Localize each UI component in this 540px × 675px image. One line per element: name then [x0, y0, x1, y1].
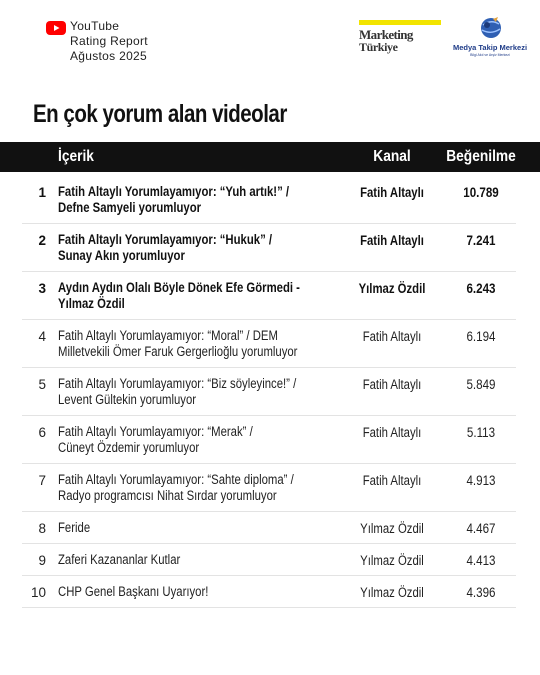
row-likes: 6.194 — [466, 329, 496, 344]
page-title: En çok yorum alan videolar — [33, 100, 287, 128]
row-rank: 10 — [30, 585, 46, 600]
row-video-title: Fatih Altaylı Yorumlayamıyor: “Hukuk” / Sunay Akın yorumluyor — [58, 232, 273, 263]
table-header — [0, 142, 540, 172]
header-likes: Beğenilme — [446, 148, 516, 165]
marketing-turkiye-logo — [359, 20, 443, 54]
row-likes: 5.849 — [466, 377, 496, 392]
table-row — [22, 544, 516, 576]
table-row — [22, 368, 516, 416]
row-channel: Fatih Altaylı — [362, 473, 422, 488]
row-video-title: Fatih Altaylı Yorumlayamıyor: “Sahte diploma” / Radyo programcısı Nihat Sırdar yorumluyor — [58, 472, 294, 503]
marketing-logo-line1: Marketing — [359, 27, 413, 42]
table-row — [22, 176, 516, 224]
row-rank: 5 — [38, 377, 46, 392]
row-video-title: Fatih Altaylı Yorumlayamıyor: “Moral” / DEM Milletvekili Ömer Faruk Gergerlioğlu yorumluyor — [58, 328, 298, 359]
row-video-title: Fatih Altaylı Yorumlayamıyor: “Biz söyleyince!” / Levent Gültekin yorumluyor — [58, 376, 297, 407]
row-rank: 6 — [38, 425, 46, 440]
row-likes: 10.789 — [463, 185, 499, 200]
row-rank: 4 — [38, 329, 46, 344]
row-channel: Fatih Altaylı — [362, 425, 422, 440]
row-likes: 5.113 — [466, 425, 496, 440]
row-channel: Fatih Altaylı — [360, 233, 424, 248]
report-header — [0, 0, 540, 80]
row-rank: 7 — [38, 473, 46, 488]
report-period: Ağustos 2025 — [70, 49, 147, 63]
row-likes: 4.396 — [466, 585, 496, 600]
row-video-title: CHP Genel Başkanı Uyarıyor! — [58, 584, 209, 599]
report-label — [70, 19, 148, 64]
youtube-logo-icon — [46, 21, 66, 35]
row-video-title: Fatih Altaylı Yorumlayamıyor: “Merak” / Cüneyt Özdemir yorumluyor — [58, 424, 253, 455]
medya-takip-logo — [452, 16, 528, 60]
table-row — [22, 576, 516, 608]
row-rank: 2 — [38, 233, 46, 248]
header-channel: Kanal — [373, 148, 411, 165]
row-likes: 6.243 — [466, 281, 496, 296]
row-video-title: Feride — [58, 520, 91, 535]
row-rank: 9 — [38, 553, 46, 568]
report-type: Rating Report — [70, 34, 148, 48]
table-row — [22, 272, 516, 320]
table-row — [22, 416, 516, 464]
header-content: İçerik — [58, 148, 94, 165]
row-likes: 4.467 — [466, 521, 496, 536]
row-likes: 7.241 — [466, 233, 496, 248]
medya-logo-subtitle: Bilgi Akıl ve Arşiv Merkezi — [470, 53, 510, 57]
row-channel: Fatih Altaylı — [360, 185, 424, 200]
row-channel: Yılmaz Özdil — [360, 553, 424, 568]
globe-icon — [478, 16, 504, 40]
row-rank: 8 — [38, 521, 46, 536]
row-video-title: Aydın Aydın Olalı Böyle Dönek Efe Görmedi - Yılmaz Özdil — [58, 280, 300, 311]
row-rank: 3 — [38, 281, 46, 296]
marketing-logo-line2: Türkiye — [359, 40, 398, 54]
marketing-logo-bar — [359, 20, 441, 25]
row-likes: 4.413 — [466, 553, 496, 568]
table-row — [22, 512, 516, 544]
row-likes: 4.913 — [466, 473, 496, 488]
row-channel: Fatih Altaylı — [362, 329, 422, 344]
row-channel: Yılmaz Özdil — [358, 281, 426, 296]
report-platform: YouTube — [70, 19, 120, 33]
table-row — [22, 320, 516, 368]
row-rank: 1 — [38, 185, 46, 200]
table-body — [22, 176, 516, 608]
table-row — [22, 464, 516, 512]
row-video-title: Zaferi Kazananlar Kutlar — [58, 552, 181, 567]
row-channel: Yılmaz Özdil — [360, 521, 424, 536]
row-channel: Yılmaz Özdil — [360, 585, 424, 600]
medya-logo-name: Medya Takip Merkezi — [452, 43, 528, 52]
row-channel: Fatih Altaylı — [362, 377, 422, 392]
row-video-title: Fatih Altaylı Yorumlayamıyor: “Yuh artık!” / Defne Samyeli yorumluyor — [58, 184, 290, 215]
table-row — [22, 224, 516, 272]
